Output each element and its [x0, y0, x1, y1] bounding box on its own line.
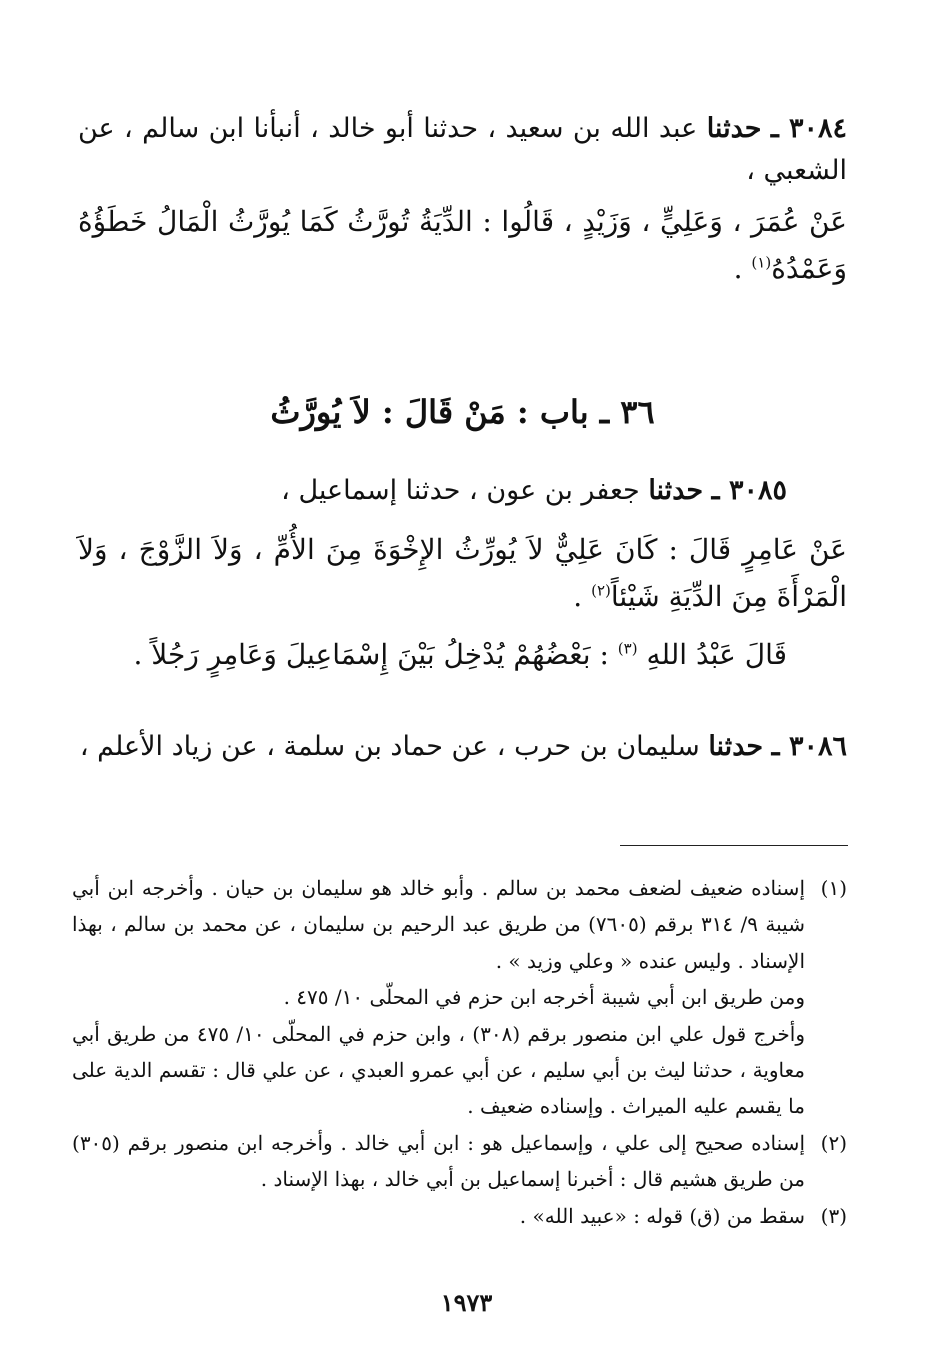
hadith-3086-isnad [78, 726, 847, 768]
hadith-number: ٣٠٨٦ ـ [771, 731, 847, 762]
footnote-1 [72, 870, 847, 1125]
hadith-3084-matn [78, 198, 847, 293]
matn-text: عَنْ عَامِرٍ قَالَ : كَانَ عَلِيٌّ لاَ يُورِّثُ الإِخْوَةَ مِنَ الأُمِّ ، وَلاَ الزَّوْجَ ، وَلاَ الْمَرْأَةَ مِنَ الدِّيَةِ شَيْئاً [78, 532, 847, 614]
footnote-separator [620, 845, 848, 846]
footnote-body [72, 1125, 805, 1198]
hadith-3085-matn [78, 526, 847, 621]
footnote-line: ومن طريق ابن أبي شيبة أخرجه ابن حزم في المحلّى ١٠/ ٤٧٥ . [283, 985, 805, 1010]
footnote-3 [72, 1198, 847, 1234]
footnote-2 [72, 1125, 847, 1198]
footnote-body [72, 870, 805, 1125]
footnote-number: (٣) [820, 1203, 847, 1228]
footnote-line: وأخرج قول علي ابن منصور برقم (٣٠٨) ، وابن حزم في المحلّى ١٠/ ٤٧٥ من طريق أبي معاوية ، حدثنا ليث بن أبي سليم ، عن أبي عمرو العبدي ، عن علي قال : تقسم الدية على ما يقسم عليه الميراث . وإسناده ضعيف . [72, 1021, 805, 1119]
matn-end: . [733, 252, 752, 286]
qala-pre: قَالَ عَبْدُ اللهِ [646, 638, 787, 672]
footnote-body [72, 1198, 805, 1234]
footnote-number: (٢) [820, 1130, 847, 1155]
isnad-text: جعفر بن عون ، حدثنا إسماعيل ، [281, 475, 640, 506]
qala-post: : بَعْضُهُمْ يُدْخِلُ بَيْنَ إِسْمَاعِيلَ وَعَامِرٍ رَجُلاً . [133, 638, 609, 672]
footnote-ref: (٣) [617, 639, 638, 658]
hadith-number: ٣٠٨٤ ـ [770, 113, 848, 144]
hadith-lead: حدثنا [648, 475, 704, 506]
hadith-number: ٣٠٨٥ ـ [711, 475, 787, 506]
chapter-heading: ٣٦ ـ باب : مَنْ قَالَ : لاَ يُورَّثُ [270, 393, 655, 431]
footnote-number: (١) [820, 876, 847, 900]
hadith-3086 [78, 726, 847, 768]
isnad-text: سليمان بن حرب ، عن حماد بن سلمة ، عن زياد الأعلم ، [79, 731, 700, 762]
footnote-line: إسناده صحيح إلى علي ، وإسماعيل هو : ابن أبي خالد . وأخرجه ابن منصور برقم (٣٠٥) من طريق هشيم قال : أخبرنا إسماعيل بن أبي خالد ، بهذا الإسناد . [72, 1130, 805, 1192]
hadith-lead: حدثنا [708, 731, 764, 762]
isnad-text: عبد الله بن سعيد ، حدثنا أبو خالد ، أنبأنا ابن سالم ، عن الشعبي ، [78, 113, 847, 186]
matn-text: عَنْ عُمَرَ ، وَعَلِيٍّ ، وَزَيْدٍ ، قَالُوا : الدِّيَةُ تُورَّثُ كَمَا يُورَّثُ الْمَالُ خَطَؤُهُ وَعَمْدُهُ [78, 204, 848, 286]
hadith-3085-isnad [78, 470, 847, 512]
footnote-ref: (٢) [591, 582, 611, 601]
footnotes [72, 870, 847, 1234]
hadith-3085 [78, 470, 847, 679]
qala-abdullah [78, 631, 847, 679]
footnote-ref: (١) [751, 253, 772, 272]
matn-end: . [573, 580, 592, 614]
footnote-line: سقط من (ق) قوله : «عبيد الله» . [519, 1203, 805, 1228]
hadith-3084-isnad [78, 108, 847, 192]
hadith-lead: حدثنا [706, 113, 762, 144]
hadith-3084 [78, 108, 847, 293]
footnote-line: إسناده ضعيف لضعف محمد بن سالم . وأبو خالد هو سليمان بن حيان . وأخرجه ابن أبي شيبة ٩/ ٣١٤ برقم (٧٦٠٥) من طريق عبد الرحيم بن سليمان ، عن محمد بن سالم ، بهذا الإسناد . وليس عنده « وعلي وزيد » . [72, 876, 805, 973]
page-number: ١٩٧٣ [440, 1288, 493, 1317]
